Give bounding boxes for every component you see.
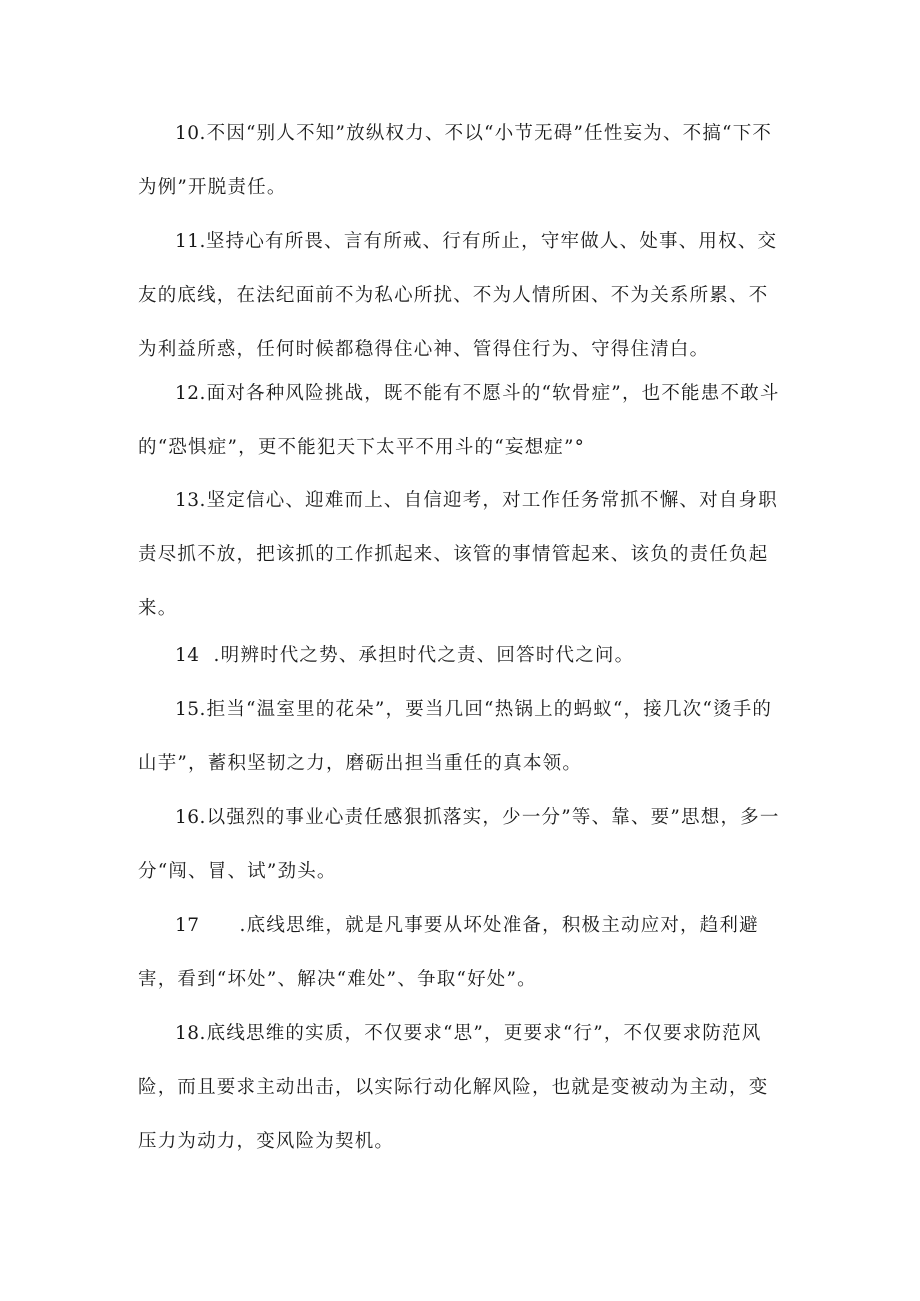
paragraph-16 [138,791,788,899]
item-text: .坚定信心、迎难而上、自信迎考，对工作任务常抓不懈、对自身职责尽抓不放，把该抓的工作抓起来、该管的事情管起来、该负的责任负起来。 [138,490,778,619]
item-text: 坚持心有所畏、言有所戒、行有所止，守牢做人、处事、用权、交友的底线，在法纪面前不为私心所扰、不为人情所困、不为关系所累、不为利益所惑，任何时候都稳得住心神、管得住行为、守得住清白。 [138,231,778,360]
paragraph-18 [138,1007,788,1169]
item-number: 16 [175,807,200,828]
item-text: .底线思维的实质，不仅要求“思”，更要求“行”，不仅要求防范风险，而且要求主动出击，以实际行动化解风险，也就是变被动为主动，变压力为动力，变风险为契机。 [138,1023,769,1152]
item-text: .不因“别人不知”放纵权力、不以“小节无碍”任性妄为、不搞“下不为例”开脱责任。 [138,123,773,198]
paragraph-12 [138,367,788,475]
item-number: 18 [175,1023,200,1044]
item-number: 11. [175,231,206,252]
paragraph-17 [138,899,788,1007]
item-number: 13 [175,490,200,511]
item-text: .以强烈的事业心责任感狠抓落实，少一分”等、靠、要”思想，多一分“闯、冒、试”劲头。 [138,807,780,882]
paragraph-15 [138,683,788,791]
paragraph-14 [138,629,788,683]
item-number: 17 [175,915,200,936]
item-number: 15 [175,699,200,720]
item-text: .明辨时代之势、承担时代之责、回答时代之问。 [213,645,635,666]
item-number: 12 [175,383,200,404]
item-text: .拒当“温室里的花朵”，要当几回“热锅上的蚂蚁“，接几次“烫手的山芋”，蓄积坚韧之力，磨砺出担当重任的真本领。 [138,699,773,774]
item-text: .面对各种风险挑战，既不能有不愿斗的“软骨症”，也不能患不敢斗的“恐惧症”，更不能犯天下太平不用斗的“妄想症”° [138,383,780,458]
item-number: 10 [175,123,200,144]
item-text: .底线思维，就是凡事要从坏处准备，积极主动应对，趋利避害，看到“坏处”、解决“难处”、争取“好处”。 [138,915,759,990]
paragraph-11 [138,215,788,377]
paragraph-10 [138,107,788,215]
item-number: 14 [175,645,200,666]
paragraph-13 [138,474,788,636]
